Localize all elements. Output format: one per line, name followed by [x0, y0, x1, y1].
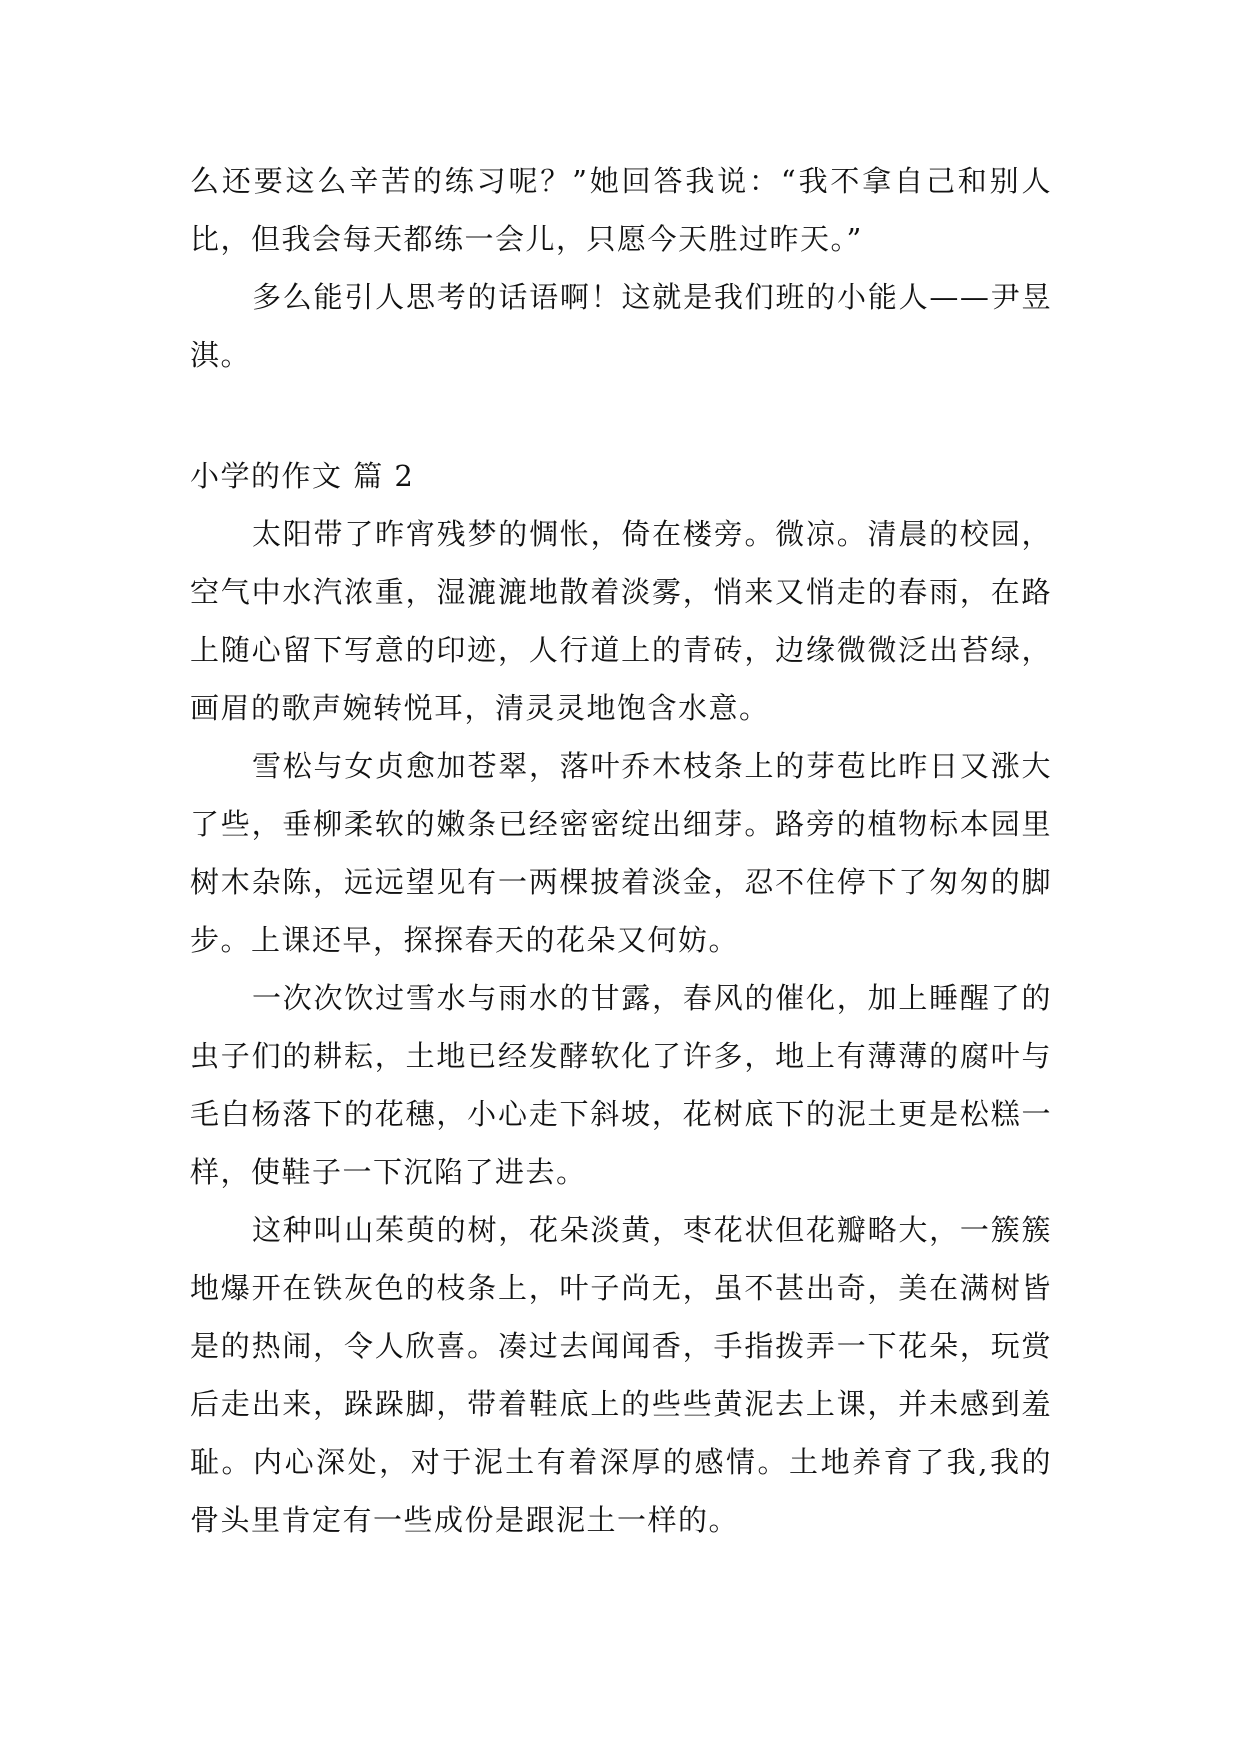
paragraph: 一次次饮过雪水与雨水的甘露，春风的催化，加上睡醒了的虫子们的耕耘，土地已经发酵软化了许多，地上有薄薄的腐叶与毛白杨落下的花穗，小心走下斜坡，花树底下的泥土更是松糕一样，使鞋子一下沉陷了进去。 [190, 981, 1052, 1189]
paragraph: 雪松与女贞愈加苍翠，落叶乔木枝条上的芽苞比昨日又涨大了些，垂柳柔软的嫩条已经密密绽出细芽。路旁的植物标本园里树木杂陈，远远望见有一两棵披着淡金，忍不住停下了匆匆的脚步。上课还早，探探春天的花朵又何妨。 [190, 749, 1052, 957]
paragraph: 么还要这么辛苦的练习呢？”她回答我说：“我不拿自己和别人比，但我会每天都练一会儿，只愿今天胜过昨天。” [190, 164, 1052, 256]
paragraph: 太阳带了昨宵残梦的惆怅，倚在楼旁。微凉。清晨的校园，空气中水汽浓重，湿漉漉地散着淡雾，悄来又悄走的春雨，在路上随心留下写意的印迹，人行道上的青砖，边缘微微泛出苔绿，画眉的歌声婉转悦耳，清灵灵地饱含水意。 [190, 517, 1052, 725]
section-body [190, 505, 1052, 1549]
continuation-text [190, 152, 1052, 384]
section-title: 小学的作文 篇 2 [190, 459, 415, 493]
paragraph: 这种叫山茱萸的树，花朵淡黄，枣花状但花瓣略大，一簇簇地爆开在铁灰色的枝条上，叶子尚无，虽不甚出奇，美在满树皆是的热闹，令人欣喜。凑过去闻闻香，手指拨弄一下花朵，玩赏后走出来，跺跺脚，带着鞋底上的些些黄泥去上课，并未感到羞耻。内心深处，对于泥土有着深厚的感情。土地养育了我,我的骨头里肯定有一些成份是跟泥土一样的。 [190, 1213, 1052, 1537]
paragraph: 多么能引人思考的话语啊！这就是我们班的小能人——尹昱淇。 [190, 280, 1052, 372]
